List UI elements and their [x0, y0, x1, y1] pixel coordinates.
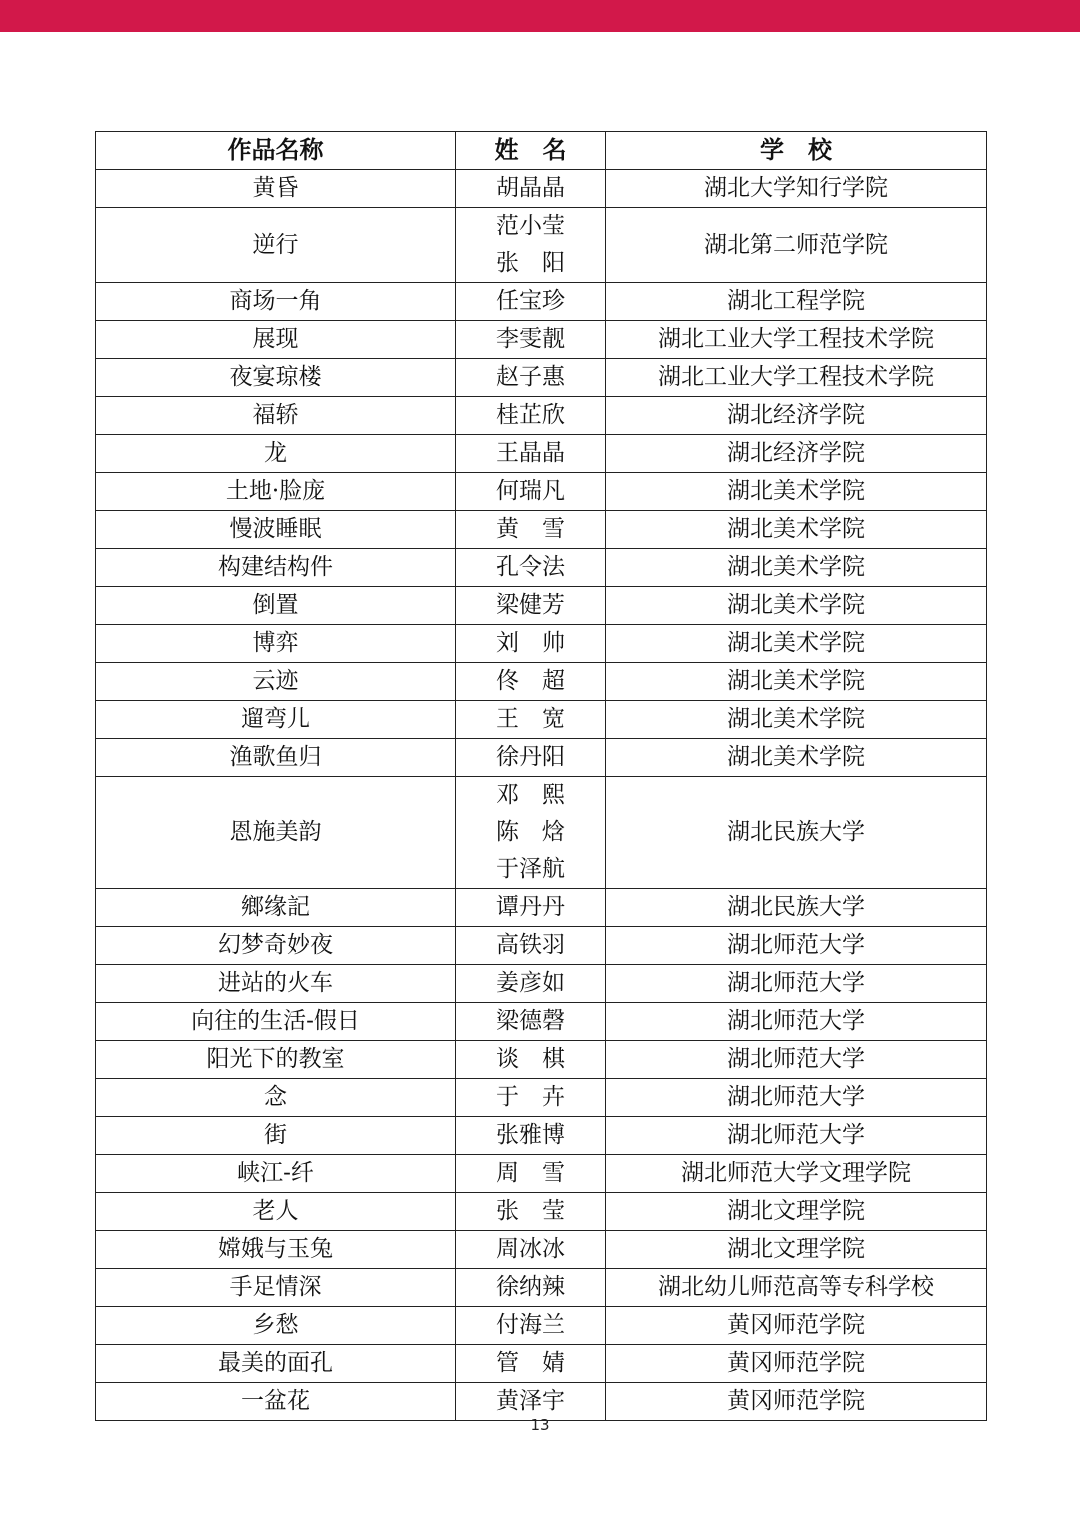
author-name: 张 莹 — [496, 1198, 565, 1224]
work-title-cell: 云迹 — [96, 663, 456, 701]
school-cell: 湖北美术学院 — [606, 587, 987, 625]
table-row — [96, 1307, 987, 1345]
school-cell: 湖北师范大学 — [606, 927, 987, 965]
school-cell: 黄冈师范学院 — [606, 1383, 987, 1421]
school-cell: 黄冈师范学院 — [606, 1307, 987, 1345]
awards-table — [95, 131, 987, 1421]
work-title-cell: 鄉缘記 — [96, 889, 456, 927]
author-name-cell — [456, 663, 606, 701]
author-name: 张 阳 — [496, 250, 565, 276]
table-row — [96, 1269, 987, 1307]
school-cell: 湖北文理学院 — [606, 1193, 987, 1231]
work-title-cell: 恩施美韵 — [96, 777, 456, 889]
work-title-cell: 博弈 — [96, 625, 456, 663]
header-school: 学 校 — [606, 132, 987, 170]
author-name-cell — [456, 587, 606, 625]
author-name-cell — [456, 701, 606, 739]
author-name-cell — [456, 1231, 606, 1269]
author-name: 于 卉 — [496, 1084, 565, 1110]
author-name: 陈 焓 — [496, 819, 565, 845]
author-name: 周冰冰 — [496, 1236, 565, 1262]
author-name: 桂芷欣 — [496, 402, 565, 428]
school-cell: 湖北师范大学 — [606, 1003, 987, 1041]
school-cell: 湖北师范大学 — [606, 1041, 987, 1079]
work-title-cell: 念 — [96, 1079, 456, 1117]
author-name-cell — [456, 889, 606, 927]
author-name-cell — [456, 359, 606, 397]
author-name-cell — [456, 1003, 606, 1041]
author-name: 王 宽 — [496, 706, 565, 732]
author-name-cell — [456, 435, 606, 473]
work-title-cell: 夜宴琼楼 — [96, 359, 456, 397]
table-row — [96, 435, 987, 473]
school-cell: 湖北民族大学 — [606, 889, 987, 927]
work-title-cell: 慢波睡眠 — [96, 511, 456, 549]
table-row — [96, 511, 987, 549]
table-row — [96, 1345, 987, 1383]
table-row — [96, 321, 987, 359]
author-name: 何瑞凡 — [496, 478, 565, 504]
author-name-cell — [456, 1345, 606, 1383]
author-name: 周 雪 — [496, 1160, 565, 1186]
author-name: 付海兰 — [496, 1312, 565, 1338]
author-name: 黄泽宇 — [496, 1388, 565, 1414]
school-cell: 湖北经济学院 — [606, 397, 987, 435]
work-title-cell: 幻梦奇妙夜 — [96, 927, 456, 965]
author-name: 孔令法 — [496, 554, 565, 580]
work-title-cell: 福轿 — [96, 397, 456, 435]
author-name-cell — [456, 1079, 606, 1117]
school-cell: 湖北美术学院 — [606, 739, 987, 777]
table-row — [96, 283, 987, 321]
work-title-cell: 最美的面孔 — [96, 1345, 456, 1383]
work-title-cell: 土地·脸庞 — [96, 473, 456, 511]
school-cell: 湖北师范大学 — [606, 965, 987, 1003]
author-name-cell — [456, 965, 606, 1003]
school-cell: 湖北工程学院 — [606, 283, 987, 321]
work-title-cell: 黄昏 — [96, 170, 456, 208]
school-cell: 湖北第二师范学院 — [606, 208, 987, 283]
work-title-cell: 渔歌鱼归 — [96, 739, 456, 777]
work-title-cell: 手足情深 — [96, 1269, 456, 1307]
work-title-cell: 一盆花 — [96, 1383, 456, 1421]
table-body — [96, 170, 987, 1421]
school-cell: 湖北师范大学 — [606, 1117, 987, 1155]
author-name: 管 婧 — [496, 1350, 565, 1376]
table-row — [96, 701, 987, 739]
table-row — [96, 739, 987, 777]
author-name: 李雯靓 — [496, 326, 565, 352]
work-title-cell: 阳光下的教室 — [96, 1041, 456, 1079]
table-row — [96, 777, 987, 889]
table-row — [96, 965, 987, 1003]
header-name: 姓 名 — [456, 132, 606, 170]
author-name: 谈 棋 — [496, 1046, 565, 1072]
author-name: 范小莹 — [496, 213, 565, 239]
work-title-cell: 逆行 — [96, 208, 456, 283]
work-title-cell: 乡愁 — [96, 1307, 456, 1345]
author-name-cell — [456, 283, 606, 321]
author-name: 高铁羽 — [496, 932, 565, 958]
author-name-cell — [456, 321, 606, 359]
table-row — [96, 587, 987, 625]
work-title-cell: 进站的火车 — [96, 965, 456, 1003]
author-name: 梁德磬 — [496, 1008, 565, 1034]
author-name-cell — [456, 208, 606, 283]
author-name: 任宝珍 — [496, 288, 565, 314]
school-cell: 黄冈师范学院 — [606, 1345, 987, 1383]
author-name-cell — [456, 1155, 606, 1193]
table-header-row — [96, 132, 987, 170]
author-name: 梁健芳 — [496, 592, 565, 618]
school-cell: 湖北工业大学工程技术学院 — [606, 321, 987, 359]
author-name-cell — [456, 927, 606, 965]
author-name-cell — [456, 170, 606, 208]
school-cell: 湖北美术学院 — [606, 511, 987, 549]
table-row — [96, 1003, 987, 1041]
table-row — [96, 397, 987, 435]
table-row — [96, 1155, 987, 1193]
work-title-cell: 龙 — [96, 435, 456, 473]
table-row — [96, 1041, 987, 1079]
author-name: 于泽航 — [496, 856, 565, 882]
table-row — [96, 625, 987, 663]
author-name-cell — [456, 1383, 606, 1421]
table-row — [96, 1383, 987, 1421]
author-name: 胡晶晶 — [496, 175, 565, 201]
author-name: 王晶晶 — [496, 440, 565, 466]
table-row — [96, 1117, 987, 1155]
author-name: 刘 帅 — [496, 630, 565, 656]
author-name: 佟 超 — [496, 668, 565, 694]
school-cell: 湖北美术学院 — [606, 663, 987, 701]
work-title-cell: 峡江-纤 — [96, 1155, 456, 1193]
author-name-cell — [456, 1307, 606, 1345]
author-name-cell — [456, 511, 606, 549]
work-title-cell: 老人 — [96, 1193, 456, 1231]
author-name: 徐纳辣 — [496, 1274, 565, 1300]
table-row — [96, 1193, 987, 1231]
author-name-cell — [456, 1041, 606, 1079]
author-name: 黄 雪 — [496, 516, 565, 542]
top-accent-bar — [0, 0, 1080, 32]
school-cell: 湖北幼儿师范高等专科学校 — [606, 1269, 987, 1307]
header-work-title: 作品名称 — [96, 132, 456, 170]
author-name-cell — [456, 739, 606, 777]
author-name: 姜彦如 — [496, 970, 565, 996]
author-name-cell — [456, 1117, 606, 1155]
school-cell: 湖北师范大学 — [606, 1079, 987, 1117]
work-title-cell: 向往的生活-假日 — [96, 1003, 456, 1041]
school-cell: 湖北民族大学 — [606, 777, 987, 889]
school-cell: 湖北美术学院 — [606, 473, 987, 511]
author-name-cell — [456, 777, 606, 889]
work-title-cell: 倒置 — [96, 587, 456, 625]
school-cell: 湖北工业大学工程技术学院 — [606, 359, 987, 397]
table-row — [96, 208, 987, 283]
author-name-cell — [456, 549, 606, 587]
author-name: 谭丹丹 — [496, 894, 565, 920]
work-title-cell: 街 — [96, 1117, 456, 1155]
school-cell: 湖北大学知行学院 — [606, 170, 987, 208]
author-name: 张雅博 — [496, 1122, 565, 1148]
table-row — [96, 170, 987, 208]
school-cell: 湖北文理学院 — [606, 1231, 987, 1269]
author-name-cell — [456, 1193, 606, 1231]
school-cell: 湖北经济学院 — [606, 435, 987, 473]
table-row — [96, 359, 987, 397]
table-row — [96, 663, 987, 701]
work-title-cell: 嫦娥与玉兔 — [96, 1231, 456, 1269]
author-name-cell — [456, 625, 606, 663]
table-row — [96, 1231, 987, 1269]
school-cell: 湖北美术学院 — [606, 625, 987, 663]
school-cell: 湖北师范大学文理学院 — [606, 1155, 987, 1193]
table-row — [96, 1079, 987, 1117]
work-title-cell: 遛弯儿 — [96, 701, 456, 739]
author-name: 邓 熙 — [496, 782, 565, 808]
page-number: 13 — [530, 1416, 550, 1434]
table-row — [96, 473, 987, 511]
author-name: 徐丹阳 — [496, 744, 565, 770]
table-row — [96, 889, 987, 927]
author-name-cell — [456, 1269, 606, 1307]
author-name: 赵子惠 — [496, 364, 565, 390]
school-cell: 湖北美术学院 — [606, 701, 987, 739]
work-title-cell: 商场一角 — [96, 283, 456, 321]
work-title-cell: 展现 — [96, 321, 456, 359]
author-name-cell — [456, 397, 606, 435]
author-name-cell — [456, 473, 606, 511]
table-row — [96, 549, 987, 587]
school-cell: 湖北美术学院 — [606, 549, 987, 587]
table-row — [96, 927, 987, 965]
work-title-cell: 构建结构件 — [96, 549, 456, 587]
